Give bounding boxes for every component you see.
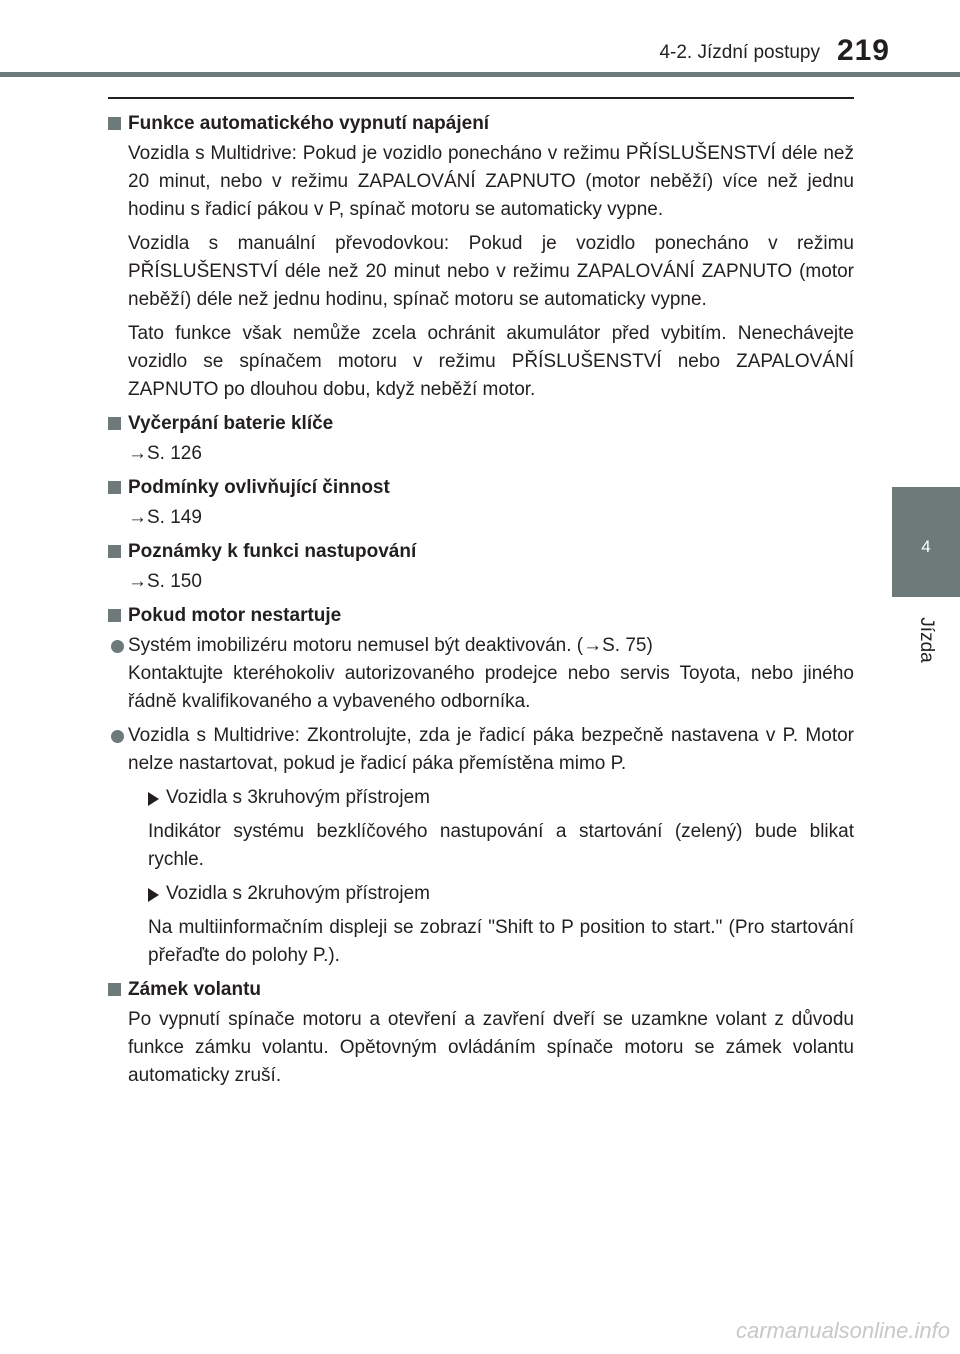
section-conditions <box>108 474 854 532</box>
sub-heading: Vozidla s 3kruhovým přístrojem <box>148 784 854 812</box>
header-bar <box>0 72 960 77</box>
page-reference: →S. 149 <box>128 507 202 528</box>
section-heading: Pokud motor nestartuje <box>108 602 854 630</box>
section-heading: Poznámky k funkci nastupování <box>108 538 854 566</box>
square-bullet-icon <box>108 417 121 430</box>
square-bullet-icon <box>108 609 121 622</box>
circle-bullet-icon <box>111 730 124 743</box>
watermark: carmanualsonline.info <box>735 1318 950 1343</box>
section-engine-not-start <box>108 602 854 970</box>
top-rule <box>108 97 854 99</box>
chapter-label-text: Jízda <box>916 617 937 663</box>
page-reference: →S. 126 <box>128 443 202 464</box>
list-item: Vozidla s Multidrive: Zkontrolujte, zda je řadicí páka bezpečně nastavena v P. Motor nelze nastartovat, pokud je řadicí páka přemístěna mimo P. <box>108 722 854 778</box>
page-number: 219 <box>836 34 890 67</box>
section-heading: Zámek volantu <box>108 976 854 1004</box>
section-steering-lock <box>108 976 854 1090</box>
paragraph: Indikátor systému bezklíčového nastupování a startování (zelený) bude blikat rychle. <box>148 821 854 870</box>
chapter-label <box>892 600 960 680</box>
paragraph: Tato funkce však nemůže zcela ochránit akumulátor před vybitím. Nenechávejte vozidlo se spínačem motoru v režimu PŘÍSLUŠENSTVÍ nebo ZAPALOVÁNÍ ZAPNUTO po dlouhou dobu, když neběží motor. <box>128 323 854 400</box>
paragraph: Vozidla s Multidrive: Pokud je vozidlo ponecháno v režimu PŘÍSLUŠENSTVÍ déle než 20 minut, nebo v režimu ZAPALOVÁNÍ ZAPNUTO (motor neběží) více než jednu hodinu s řadicí pákou v P, spínač motoru se automaticky vypne. <box>128 143 854 220</box>
section-heading: Podmínky ovlivňující činnost <box>108 474 854 502</box>
circle-bullet-icon <box>111 640 124 653</box>
paragraph: Vozidla s manuální převodovkou: Pokud je vozidlo ponecháno v režimu PŘÍSLUŠENSTVÍ déle než 20 minut nebo v režimu ZAPALOVÁNÍ ZAPNUTO (motor neběží) déle než jednu hodinu, spínač motoru se automaticky vypne. <box>128 233 854 310</box>
section-entry-notes <box>108 538 854 596</box>
page-content <box>108 110 854 1096</box>
page-reference: →S. 150 <box>128 571 202 592</box>
section-heading: Funkce automatického vypnutí napájení <box>108 110 854 138</box>
list-item: Systém imobilizéru motoru nemusel být deaktivován. (→S. 75) Kontaktujte kteréhokoliv autorizovaného prodejce nebo servis Toyota, nebo jiného řádně kvalifikovaného a vybaveného odborníka. <box>108 632 854 716</box>
square-bullet-icon <box>108 117 121 130</box>
square-bullet-icon <box>108 481 121 494</box>
header-section-title: 4-2. Jízdní postupy <box>659 42 820 63</box>
section-auto-power-off <box>108 110 854 404</box>
section-heading: Vyčerpání baterie klíče <box>108 410 854 438</box>
paragraph: Po vypnutí spínače motoru a otevření a zavření dveří se uzamkne volant z důvodu funkce zámku volantu. Opětovným ovládáním spínače motoru se zámek volantu automaticky zruší. <box>128 1009 854 1086</box>
triangle-bullet-icon <box>148 792 159 806</box>
square-bullet-icon <box>108 983 121 996</box>
paragraph: Na multiinformačním displeji se zobrazí "Shift to P position to start." (Pro startování přeřaďte do polohy P.). <box>148 917 854 966</box>
triangle-bullet-icon <box>148 888 159 902</box>
section-key-battery <box>108 410 854 468</box>
sub-heading: Vozidla s 2kruhovým přístrojem <box>148 880 854 908</box>
chapter-number: 4 <box>921 537 931 556</box>
square-bullet-icon <box>108 545 121 558</box>
chapter-tab <box>892 487 960 597</box>
